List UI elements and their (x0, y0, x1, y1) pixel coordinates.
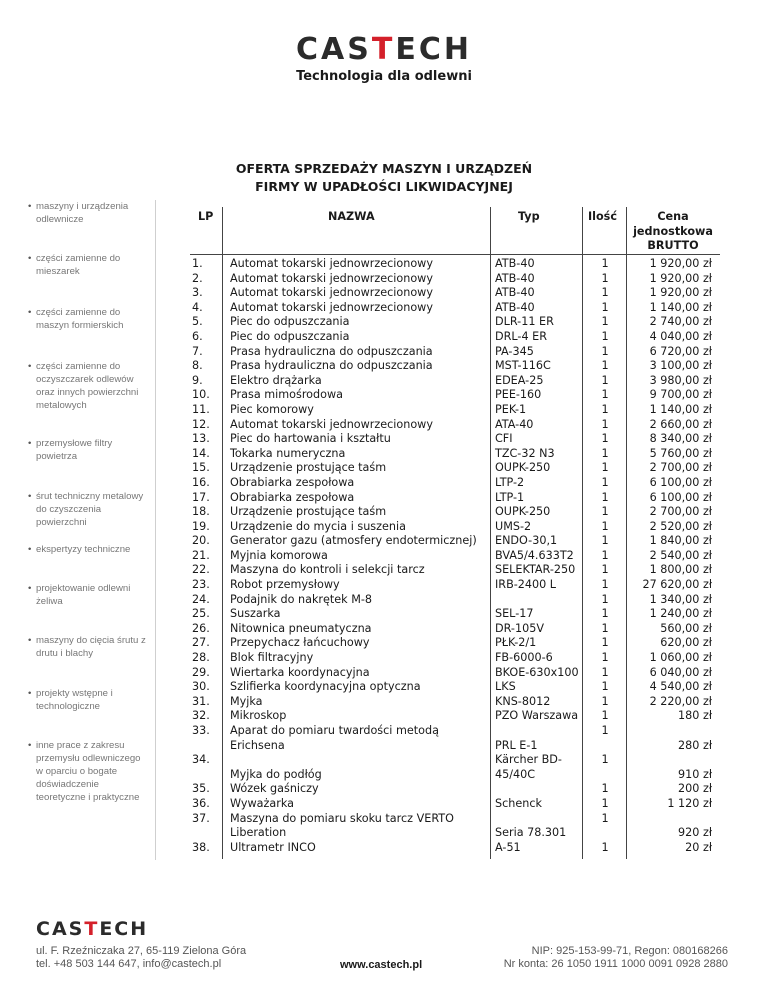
cell-lp: 34. (192, 753, 210, 767)
cell-typ: LTP-1 (495, 490, 525, 504)
cell-ilosc: 1 (601, 475, 609, 489)
cell-ilosc: 1 (601, 592, 609, 606)
cell-lp: 14. (192, 446, 210, 460)
cell-cena: 2 740,00 zł (649, 315, 712, 329)
sidebar-item: • projektowanie odlewni żeliwa (28, 582, 146, 608)
cell-typ: OUPK-250 (495, 461, 551, 475)
header (0, 32, 768, 84)
cell-name: Prasa hydrauliczna do odpuszczania (230, 359, 433, 373)
cell-cena: 920 zł (678, 826, 712, 840)
cell-lp: 31. (192, 694, 210, 708)
cell-ilosc: 1 (601, 753, 609, 767)
offer-table (190, 207, 720, 854)
cell-ilosc: 1 (601, 329, 609, 343)
table-row (190, 418, 720, 433)
cell-name: Piec komorowy (230, 402, 314, 416)
cell-typ: LKS (495, 680, 516, 694)
cell-ilosc: 1 (601, 811, 609, 825)
cell-ilosc: 1 (601, 519, 609, 533)
cell-ilosc: 1 (601, 373, 609, 387)
cell-lp: 9. (192, 373, 203, 387)
cell-typ: 45/40C (495, 767, 536, 781)
cell-typ: FB-6000-6 (495, 651, 553, 665)
table-row (190, 388, 720, 403)
cell-lp: 30. (192, 680, 210, 694)
cell-typ: PA-345 (495, 344, 534, 358)
cell-ilosc: 1 (601, 388, 609, 402)
cell-typ: PEE-160 (495, 388, 542, 402)
cell-lp: 19. (192, 519, 210, 533)
cell-ilosc: 1 (601, 271, 609, 285)
cell-ilosc: 1 (601, 300, 609, 314)
cell-name: Blok filtracyjny (230, 651, 314, 665)
cell-ilosc: 1 (601, 607, 609, 621)
header-name: NAZWA (328, 210, 375, 223)
cell-lp: 13. (192, 432, 210, 446)
title-line-2: FIRMY W UPADŁOŚCI LIKWIDACYJNEJ (255, 179, 513, 194)
nip-regon: NIP: 925-153-99-71, Regon: 080168266 (531, 945, 728, 957)
table-row (190, 782, 720, 797)
cell-cena: 3 100,00 zł (649, 359, 712, 373)
cell-lp: 28. (192, 651, 210, 665)
cell-lp: 37. (192, 811, 210, 825)
title-line-1: OFERTA SPRZEDAŻY MASZYN I URZĄDZEŃ (235, 161, 533, 176)
address-line: ul. F. Rzeźniczaka 27, 65-119 Zielona Góra (36, 945, 247, 957)
cell-cena: 910 zł (678, 767, 712, 781)
cell-cena: 2 700,00 zł (649, 505, 712, 519)
cell-ilosc: 1 (601, 432, 609, 446)
cell-ilosc: 1 (601, 286, 609, 300)
cell-lp: 20. (192, 534, 210, 548)
cell-ilosc: 1 (601, 534, 609, 548)
table-row (190, 272, 720, 287)
table-row (190, 768, 720, 783)
cell-ilosc: 1 (601, 665, 609, 679)
cell-name: Erichsena (230, 738, 285, 752)
cell-name: Nitownica pneumatyczna (230, 621, 372, 635)
table-row (190, 286, 720, 301)
cell-lp: 32. (192, 709, 210, 723)
table-body (190, 257, 720, 855)
cell-cena: 1 060,00 zł (649, 651, 712, 665)
cell-lp: 22. (192, 563, 210, 577)
cell-name: Elektro drążarka (230, 373, 322, 387)
cell-name: Myjnia komorowa (230, 548, 328, 562)
cell-lp: 24. (192, 592, 210, 606)
header-cena-line-1: Cena (657, 210, 689, 223)
cell-cena: 200 zł (678, 782, 712, 796)
cell-ilosc: 1 (601, 694, 609, 708)
cell-typ: MST-116C (495, 359, 551, 373)
cell-typ: IRB-2400 L (495, 578, 557, 592)
table-row (190, 607, 720, 622)
cell-typ: OUPK-250 (495, 505, 551, 519)
cell-name: Generator gazu (atmosfery endotermicznej) (230, 534, 477, 548)
cell-ilosc: 1 (601, 651, 609, 665)
cell-lp: 7. (192, 344, 203, 358)
cell-ilosc: 1 (601, 359, 609, 373)
table-row (190, 549, 720, 564)
cell-lp: 3. (192, 286, 203, 300)
table-row (190, 797, 720, 812)
table-row (190, 739, 720, 754)
sidebar-item: • przemysłowe filtry powietrza (28, 437, 146, 463)
cell-name: Aparat do pomiaru twardości metodą (230, 724, 439, 737)
cell-cena: 2 220,00 zł (649, 694, 712, 708)
cell-typ: Schenck (495, 796, 542, 810)
cell-typ: TZC-32 N3 (495, 446, 555, 460)
cell-ilosc: 1 (601, 680, 609, 694)
cell-name: Szlifierka koordynacyjna optyczna (230, 680, 421, 694)
cell-cena: 27 620,00 zł (642, 578, 712, 592)
cell-cena: 20 zł (685, 840, 712, 854)
table-row (190, 520, 720, 535)
cell-lp: 35. (192, 782, 210, 796)
cell-name: Przepychacz łańcuchowy (230, 636, 370, 650)
cell-cena: 2 520,00 zł (649, 519, 712, 533)
cell-ilosc: 1 (601, 446, 609, 460)
cell-name: Wózek gaśniczy (230, 782, 319, 796)
header-cena-line-3: BRUTTO (647, 239, 699, 253)
footer-logo: CASTECH (36, 918, 149, 940)
contact-line: tel. +48 503 144 647, info@castech.pl (36, 958, 222, 970)
cell-lp: 5. (192, 315, 203, 329)
cell-typ: KNS-8012 (495, 694, 551, 708)
table-row (190, 826, 720, 841)
cell-typ: ATB-40 (495, 271, 535, 285)
table-row (190, 709, 720, 724)
cell-lp: 36. (192, 796, 210, 810)
header-cena (626, 210, 720, 254)
cell-name: Prasa hydrauliczna do odpuszczania (230, 344, 433, 358)
cell-typ: BKOE-630x100 (495, 665, 579, 679)
address (36, 945, 246, 971)
cell-lp: 38. (192, 840, 210, 854)
cell-lp: 8. (192, 359, 203, 373)
cell-name: Maszyna do pomiaru skoku tarcz VERTO (230, 811, 454, 825)
cell-cena: 620,00 zł (660, 636, 712, 650)
cell-lp: 18. (192, 505, 210, 519)
cell-cena: 2 660,00 zł (649, 417, 712, 431)
table-row (190, 461, 720, 476)
header-typ: Typ (518, 210, 540, 223)
cell-ilosc: 1 (601, 344, 609, 358)
cell-name: Urządzenie prostujące taśm (230, 505, 387, 519)
cell-name: Automat tokarski jednowrzecionowy (230, 300, 433, 314)
cell-typ: ATB-40 (495, 300, 535, 314)
castech-logo: CASTECH (296, 32, 472, 67)
table-row (190, 359, 720, 374)
table-row (190, 374, 720, 389)
table-row (190, 505, 720, 520)
cell-cena: 1 140,00 zł (649, 402, 712, 416)
table-row (190, 563, 720, 578)
cell-typ: DR-105V (495, 621, 544, 635)
cell-cena: 1 840,00 zł (649, 534, 712, 548)
cell-typ: ATB-40 (495, 286, 535, 300)
table-row (190, 680, 720, 695)
table-row (190, 724, 720, 739)
cell-typ: A-51 (495, 840, 521, 854)
cell-typ: DRL-4 ER (495, 329, 547, 343)
cell-name: Obrabiarka zespołowa (230, 490, 355, 504)
cell-ilosc: 1 (601, 563, 609, 577)
cell-lp: 21. (192, 548, 210, 562)
cell-ilosc: 1 (601, 402, 609, 416)
cell-name: Piec do odpuszczania (230, 329, 350, 343)
header-lp: LP (198, 210, 214, 223)
cell-ilosc: 1 (601, 636, 609, 650)
cell-cena: 6 720,00 zł (649, 344, 712, 358)
cell-typ: LTP-2 (495, 475, 525, 489)
header-ilosc: Ilość (588, 210, 617, 223)
table-row (190, 753, 720, 768)
sidebar-item: • maszyny i urządzenia odlewnicze (28, 200, 146, 226)
table-row (190, 593, 720, 608)
table-row (190, 841, 720, 856)
cell-cena: 1 120 zł (667, 796, 712, 810)
cell-ilosc: 1 (601, 461, 609, 475)
website-link[interactable]: www.castech.pl (340, 959, 423, 971)
cell-ilosc: 1 (601, 782, 609, 796)
cell-name: Automat tokarski jednowrzecionowy (230, 286, 433, 300)
cell-cena: 1 920,00 zł (649, 257, 712, 270)
table-row (190, 330, 720, 345)
cell-cena: 5 760,00 zł (649, 446, 712, 460)
sidebar (28, 200, 156, 860)
cell-name: Wyważarka (230, 796, 294, 810)
cell-typ: UMS-2 (495, 519, 532, 533)
cell-name: Myjka do podłóg (230, 767, 322, 781)
cell-lp: 4. (192, 300, 203, 314)
sidebar-item: • śrut techniczny metalowy do czyszczenia powierzchni (28, 490, 146, 529)
table-row (190, 257, 720, 272)
cell-ilosc: 1 (601, 257, 609, 270)
cell-cena: 280 zł (678, 738, 712, 752)
cell-name: Obrabiarka zespołowa (230, 475, 355, 489)
cell-ilosc: 1 (601, 621, 609, 635)
table-row (190, 622, 720, 637)
cell-lp: 1. (192, 257, 203, 270)
sidebar-item: • maszyny do cięcia śrutu z drutu i blachy (28, 634, 146, 660)
cell-typ: Kärcher BD- (495, 753, 562, 767)
cell-cena: 180 zł (678, 709, 712, 723)
table-row (190, 447, 720, 462)
table-row (190, 636, 720, 651)
cell-typ: Seria 78.301 (495, 826, 567, 840)
cell-typ: SELEKTAR-250 (495, 563, 576, 577)
cell-typ: ATA-40 (495, 417, 534, 431)
cell-lp: 23. (192, 578, 210, 592)
cell-ilosc: 1 (601, 315, 609, 329)
header-cena-line-2: jednostkowa (633, 224, 713, 238)
cell-cena: 9 700,00 zł (649, 388, 712, 402)
table-row (190, 666, 720, 681)
cell-typ: PZO Warszawa (495, 709, 579, 723)
cell-lp: 11. (192, 402, 210, 416)
cell-lp: 12. (192, 417, 210, 431)
cell-name: Maszyna do kontroli i selekcji tarcz (230, 563, 425, 577)
cell-cena: 6 040,00 zł (649, 665, 712, 679)
company-ids (504, 945, 728, 971)
cell-lp: 25. (192, 607, 210, 621)
cell-lp: 2. (192, 271, 203, 285)
cell-cena: 1 920,00 zł (649, 286, 712, 300)
cell-lp: 33. (192, 724, 210, 737)
cell-lp: 29. (192, 665, 210, 679)
cell-name: Podajnik do nakrętek M-8 (230, 592, 373, 606)
cell-cena: 2 540,00 zł (649, 548, 712, 562)
cell-name: Ultrametr INCO (230, 840, 316, 854)
cell-cena: 4 040,00 zł (649, 329, 712, 343)
table-row (190, 432, 720, 447)
cell-cena: 3 980,00 zł (649, 373, 712, 387)
cell-cena: 2 700,00 zł (649, 461, 712, 475)
cell-lp: 17. (192, 490, 210, 504)
cell-lp: 15. (192, 461, 210, 475)
table-row (190, 345, 720, 360)
sidebar-item: • ekspertyzy techniczne (28, 543, 146, 556)
cell-name: Robot przemysłowy (230, 578, 340, 592)
table-row (190, 578, 720, 593)
cell-name: Prasa mimośrodowa (230, 388, 343, 402)
cell-typ: PEK-1 (495, 402, 527, 416)
cell-typ: EDEA-25 (495, 373, 544, 387)
cell-typ: DLR-11 ER (495, 315, 554, 329)
cell-ilosc: 1 (601, 840, 609, 854)
cell-lp: 10. (192, 388, 210, 402)
cell-name: Urządzenie prostujące taśm (230, 461, 387, 475)
table-row (190, 476, 720, 491)
cell-lp: 6. (192, 329, 203, 343)
sidebar-item: • projekty wstępne i technologiczne (28, 687, 146, 713)
cell-cena: 1 240,00 zł (649, 607, 712, 621)
cell-name: Myjka (230, 694, 263, 708)
cell-name: Suszarka (230, 607, 281, 621)
table-row (190, 315, 720, 330)
cell-cena: 1 920,00 zł (649, 271, 712, 285)
cell-typ: BVA5/4.633T2 (495, 548, 574, 562)
cell-typ: ATB-40 (495, 257, 535, 270)
cell-typ: ENDO-30,1 (495, 534, 558, 548)
table-row (190, 812, 720, 827)
table-row (190, 491, 720, 506)
cell-lp: 16. (192, 475, 210, 489)
table-header (190, 207, 720, 255)
cell-cena: 1 340,00 zł (649, 592, 712, 606)
cell-name: Piec do hartowania i kształtu (230, 432, 391, 446)
tagline: Technologia dla odlewni (296, 69, 472, 84)
cell-ilosc: 1 (601, 724, 609, 737)
cell-typ: SEL-17 (495, 607, 534, 621)
cell-lp: 26. (192, 621, 210, 635)
cell-typ: PŁK-2/1 (495, 636, 537, 650)
cell-ilosc: 1 (601, 796, 609, 810)
cell-cena: 1 800,00 zł (649, 563, 712, 577)
bank-account: Nr konta: 26 1050 1911 1000 0091 0928 2880 (503, 958, 728, 970)
cell-name: Automat tokarski jednowrzecionowy (230, 257, 433, 270)
table-row (190, 651, 720, 666)
table-row (190, 301, 720, 316)
cell-name: Automat tokarski jednowrzecionowy (230, 271, 433, 285)
cell-cena: 4 540,00 zł (649, 680, 712, 694)
sidebar-item: • inne prace z zakresu przemysłu odlewniczego w oparciu o bogate doświadczenie teoretyczne i praktyczne (28, 739, 146, 804)
cell-ilosc: 1 (601, 548, 609, 562)
table-row (190, 534, 720, 549)
cell-typ: PRL E-1 (495, 738, 538, 752)
sidebar-item: • części zamienne do mieszarek (28, 252, 146, 278)
table-row (190, 695, 720, 710)
cell-lp: 27. (192, 636, 210, 650)
cell-name: Liberation (230, 826, 287, 840)
cell-typ: CFI (495, 432, 513, 446)
cell-ilosc: 1 (601, 578, 609, 592)
cell-ilosc: 1 (601, 505, 609, 519)
cell-name: Piec do odpuszczania (230, 315, 350, 329)
cell-name: Automat tokarski jednowrzecionowy (230, 417, 433, 431)
document-title (0, 160, 768, 196)
cell-cena: 560,00 zł (660, 621, 712, 635)
sidebar-item: • części zamienne do maszyn formierskich (28, 306, 146, 332)
sidebar-item: • części zamienne do oczyszczarek odlewów oraz innych powierzchni metalowych (28, 360, 146, 412)
cell-name: Wiertarka koordynacyjna (230, 665, 370, 679)
cell-name: Tokarka numeryczna (230, 446, 346, 460)
cell-cena: 1 140,00 zł (649, 300, 712, 314)
cell-cena: 8 340,00 zł (649, 432, 712, 446)
cell-ilosc: 1 (601, 417, 609, 431)
cell-name: Urządzenie do mycia i suszenia (230, 519, 406, 533)
cell-ilosc: 1 (601, 490, 609, 504)
cell-cena: 6 100,00 zł (649, 490, 712, 504)
cell-name: Mikroskop (230, 709, 287, 723)
cell-cena: 6 100,00 zł (649, 475, 712, 489)
table-row (190, 403, 720, 418)
cell-ilosc: 1 (601, 709, 609, 723)
